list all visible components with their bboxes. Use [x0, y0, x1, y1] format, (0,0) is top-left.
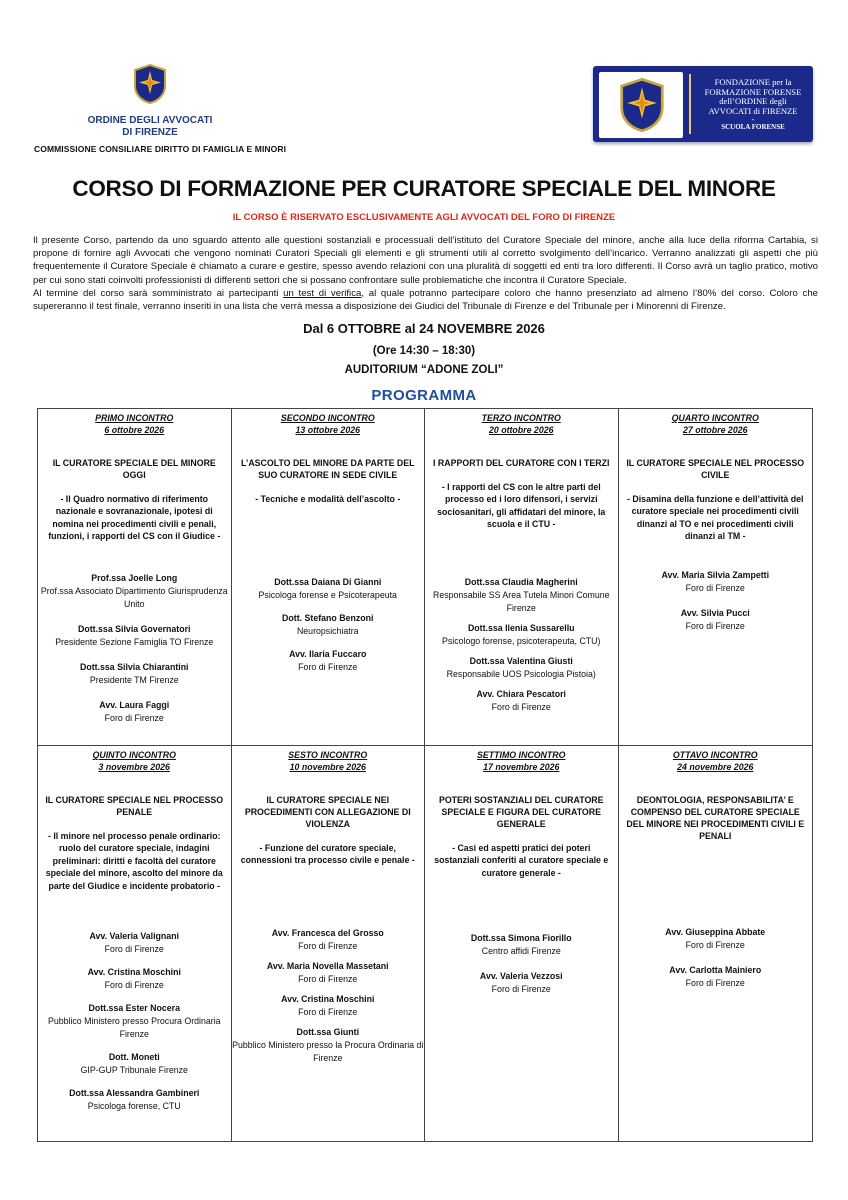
- speaker-role: Presidente Sezione Famiglia TO Firenze: [55, 637, 214, 647]
- speaker-name: Avv. Cristina Moschini: [87, 967, 181, 977]
- session-date: 24 novembre 2026: [677, 762, 754, 772]
- speaker: [232, 612, 425, 638]
- speaker: [232, 576, 425, 602]
- session-date: 17 novembre 2026: [483, 762, 560, 772]
- speaker-name: Avv. Silvia Pucci: [680, 608, 750, 618]
- page-title: CORSO DI FORMAZIONE PER CURATORE SPECIALE DEL MINORE: [72, 176, 776, 201]
- speaker: [38, 661, 231, 687]
- session-description: - I rapporti del CS con le altre parti del processo ed i loro difensori, i servizi sociosanitari, gli affidatari del minore, la scuola e il CTU -: [437, 482, 606, 530]
- fondazione-line: AVVOCATI di FIRENZE: [708, 105, 798, 116]
- speaker-role: Prof.ssa Associato Dipartimento Giurisprudenza Unito: [40, 586, 228, 609]
- session-description: - Disamina della funzione e dell’attività del curatore speciale nei procedimenti civili dinanzi al TO e nei procedimenti civili dinanzi al TM -: [627, 494, 804, 542]
- session-cell: [232, 409, 426, 746]
- session-ordinal: QUINTO INCONTRO: [92, 750, 176, 760]
- session-date: 10 novembre 2026: [289, 762, 366, 772]
- speaker-list: [619, 926, 813, 1002]
- speaker-name: Dott.ssa Valentina Giusti: [469, 656, 573, 666]
- speaker-name: Dott.ssa Claudia Magherini: [464, 577, 578, 587]
- org-name-line2: DI FIRENZE: [122, 127, 178, 138]
- session-title: I RAPPORTI DEL CURATORE CON I TERZI: [433, 458, 610, 468]
- speaker-name: Dott.ssa Simona Fiorillo: [470, 933, 572, 943]
- session-date: 13 ottobre 2026: [295, 425, 361, 435]
- speaker: [38, 699, 231, 725]
- speaker-name: Avv. Valeria Valignani: [89, 931, 179, 941]
- speaker-role: Responsabile SS Area Tutela Minori Comune Firenze: [432, 590, 610, 613]
- speaker-role: Foro di Firenze: [685, 978, 745, 988]
- intro-text: [33, 234, 818, 313]
- speaker-role: Responsabile UOS Psicologia Pistoia): [446, 669, 596, 679]
- speaker-name: Dott.ssa Daiana Di Gianni: [274, 577, 382, 587]
- session-ordinal: QUARTO INCONTRO: [671, 413, 759, 423]
- speaker-role: Neuropsichiatra: [296, 626, 359, 636]
- speaker: [38, 572, 231, 611]
- speaker-name: Dott.ssa Ilenia Sussarellu: [467, 623, 575, 633]
- speaker: [232, 960, 425, 986]
- speaker-name: Dott.ssa Silvia Chiarantini: [79, 662, 189, 672]
- speaker-name: Avv. Francesca del Grosso: [271, 928, 384, 938]
- page-header: [0, 0, 848, 160]
- speaker: [232, 1026, 425, 1065]
- session-date: 6 ottobre 2026: [104, 425, 165, 435]
- course-venue: AUDITORIUM “ADONE ZOLI”: [344, 364, 504, 376]
- speaker-role: Foro di Firenze: [298, 974, 358, 984]
- speaker-name: Avv. Laura Faggi: [99, 700, 170, 710]
- speaker: [38, 1002, 231, 1041]
- speaker-name: Avv. Maria Silvia Zampetti: [661, 570, 770, 580]
- session-title: IL CURATORE SPECIALE NEL PROCESSO CIVILE: [626, 458, 805, 480]
- speaker: [425, 622, 618, 648]
- fondazione-line: dell’ORDINE degli: [719, 96, 787, 106]
- program-table: [37, 408, 813, 1142]
- fondazione-logo: [593, 66, 813, 142]
- session-cell: [425, 409, 619, 746]
- session-description: - Tecniche e modalità dell’ascolto -: [255, 494, 401, 504]
- speaker-role: Foro di Firenze: [298, 1007, 358, 1017]
- speaker: [38, 623, 231, 649]
- ordine-avvocati-logo: [80, 64, 220, 139]
- session-date: 3 novembre 2026: [98, 762, 170, 772]
- speaker-list: [425, 932, 618, 1008]
- speaker: [619, 964, 813, 990]
- session-date: 27 ottobre 2026: [682, 425, 748, 435]
- speaker: [232, 993, 425, 1019]
- session-cell: [425, 746, 619, 1141]
- fondazione-line: FORMAZIONE FORENSE: [704, 86, 802, 97]
- speaker-role: Foro di Firenze: [104, 944, 164, 954]
- session-ordinal: OTTAVO INCONTRO: [672, 750, 758, 760]
- speaker-role: Foro di Firenze: [491, 984, 551, 994]
- speaker: [619, 569, 813, 595]
- speaker-name: Avv. Valeria Vezzosi: [479, 971, 563, 981]
- speaker-role: Foro di Firenze: [298, 941, 358, 951]
- speaker-name: Avv. Ilaria Fuccaro: [289, 649, 367, 659]
- intro-paragraph-2-end: , al quale potranno partecipare coloro che hanno presenziato ad almeno l’80% del corso. Coloro che supereranno il test finale, verranno inseriti in una lista che verrà messa a disposizione dei Giudici del Tribunale di Firenze e del Tribunale per i Minorenni di Firenze.: [33, 287, 818, 313]
- fondazione-text: [697, 78, 809, 132]
- speaker-role: Foro di Firenze: [104, 980, 164, 990]
- star-shield-icon: [133, 64, 167, 104]
- speaker-name: Avv. Maria Novella Massetani: [266, 961, 389, 971]
- speaker-list: [425, 576, 618, 721]
- speaker-name: Dott.ssa Ester Nocera: [88, 1003, 180, 1013]
- speaker-list: [38, 572, 231, 737]
- speaker: [38, 966, 231, 992]
- session-cell: [619, 409, 813, 746]
- speaker: [619, 607, 813, 633]
- session-description: - Il Quadro normativo di riferimento nazionale e sovranazionale, ipotesi di nomina nei procedimenti civili e penali, funzioni, i rapporti del CS con il Giudice -: [48, 494, 221, 542]
- star-shield-icon: [619, 76, 665, 134]
- session-ordinal: SESTO INCONTRO: [288, 750, 368, 760]
- org-name-line1: ORDINE DEGLI AVVOCATI: [87, 115, 213, 126]
- session-title: POTERI SOSTANZIALI DEL CURATORE SPECIALE E FIGURA DEL CURATORE GENERALE: [438, 795, 604, 829]
- session-title: IL CURATORE SPECIALE NEI PROCEDIMENTI CON ALLEGAZIONE DI VIOLENZA: [244, 795, 411, 829]
- speaker-name: Avv. Carlotta Mainiero: [669, 965, 762, 975]
- course-time: (Ore 14:30 – 18:30): [372, 345, 476, 357]
- session-ordinal: PRIMO INCONTRO: [95, 413, 174, 423]
- speaker-name: Dott.ssa Silvia Governatori: [78, 624, 191, 634]
- speaker: [232, 927, 425, 953]
- session-description: - Casi ed aspetti pratici dei poteri sostanziali conferiti al curatore speciale e curatore generale -: [434, 843, 609, 878]
- speaker-role: Pubblico Ministero presso la Procura Ordinaria di Firenze: [232, 1040, 424, 1063]
- session-cell: [38, 409, 232, 746]
- programma-heading: PROGRAMMA: [371, 387, 477, 404]
- fondazione-dot: -: [751, 115, 755, 124]
- speaker-role: Psicologa forense, CTU: [87, 1101, 181, 1111]
- course-dates: Dal 6 OTTOBRE al 24 NOVEMBRE 2026: [303, 321, 545, 336]
- intro-paragraph-1: Il presente Corso, partendo da uno sguardo attento alle questioni sostanziali e processuali dell’istituto del Curatore Speciale del minore, anche alla luce della riforma Cartabia, si propone di fornire agli Avvocati che vengono nominati Curatori Speciali gli elementi e gli strumenti utili al corretto svolgimento dell’incarico. Verranno analizzati gli aspetti che più frequentemente il Curatore Speciale è chiamato a curare e gestire, spesso avendo relazioni con una pluralità di soggetti ed enti tra loro differenti. Il Corso avrà un taglio pratico, motivo per cui sono stati coinvolti professionisti di differenti settori che si possano confrontare sulle problematiche che incontra il Curatore Speciale.: [33, 235, 818, 286]
- session-title: L’ASCOLTO DEL MINORE DA PARTE DEL SUO CURATORE IN SEDE CIVILE: [240, 458, 415, 480]
- gold-divider: [689, 74, 691, 134]
- speaker-role: Foro di Firenze: [104, 713, 164, 723]
- speaker: [38, 1087, 231, 1113]
- scuola-forense-label: SCUOLA FORENSE: [721, 123, 785, 131]
- speaker-name: Avv. Chiara Pescatori: [476, 689, 566, 699]
- speaker-role: GIP-GUP Tribunale Firenze: [80, 1065, 188, 1075]
- intro-paragraph-2-start: Al termine del corso sarà somministrato ai partecipanti: [33, 287, 284, 299]
- speaker-role: Centro affidi Firenze: [481, 946, 561, 956]
- speaker-role: Foro di Firenze: [685, 621, 745, 631]
- speaker: [232, 648, 425, 674]
- speaker-name: Avv. Cristina Moschini: [281, 994, 375, 1004]
- speaker: [425, 655, 618, 681]
- session-ordinal: TERZO INCONTRO: [481, 413, 561, 423]
- speaker-role: Foro di Firenze: [685, 940, 745, 950]
- speaker: [38, 930, 231, 956]
- speaker-role: Pubblico Ministero presso Procura Ordinaria Firenze: [47, 1016, 221, 1039]
- session-title: DEONTOLOGIA, RESPONSABILITA’ E COMPENSO DEL CURATORE SPECIALE DEL MINORE NEI PROCEDIMENTI CIVILI E PENALI: [626, 795, 805, 841]
- speaker: [425, 688, 618, 714]
- speaker-list: [232, 927, 425, 1072]
- speaker: [619, 926, 813, 952]
- speaker: [425, 576, 618, 615]
- speaker-role: Psicologo forense, psicoterapeuta, CTU): [442, 636, 601, 646]
- speaker-name: Dott. Stefano Benzoni: [282, 613, 374, 623]
- session-description: - Funzione del curatore speciale, connessioni tra processo civile e penale -: [240, 843, 415, 866]
- speaker-name: Avv. Giuseppina Abbate: [665, 927, 766, 937]
- speaker-list: [619, 569, 813, 645]
- speaker: [425, 932, 618, 958]
- session-cell: [38, 746, 232, 1141]
- fondazione-line: FONDAZIONE per la: [714, 77, 792, 87]
- session-title: IL CURATORE SPECIALE NEL PROCESSO PENALE: [45, 795, 224, 817]
- session-description: - Il minore nel processo penale ordinario: ruolo del curatore speciale, indagini preliminari: diritti e facoltà del curatore speciale del minore, ascolto del minore da parte del Giudice e incidente probatorio -: [45, 831, 223, 891]
- session-title: IL CURATORE SPECIALE DEL MINORE OGGI: [52, 458, 216, 480]
- page-subtitle: IL CORSO È RISERVATO ESCLUSIVAMENTE AGLI AVVOCATI DEL FORO DI FIRENZE: [232, 212, 616, 223]
- intro-underlined-test: un test di verifica: [283, 287, 362, 299]
- session-date: 20 ottobre 2026: [488, 425, 554, 435]
- session-ordinal: SETTIMO INCONTRO: [477, 750, 566, 760]
- speaker-list: [232, 576, 425, 684]
- speaker-name: Dott. Moneti: [108, 1052, 160, 1062]
- speaker-name: Dott.ssa Alessandra Gambineri: [69, 1088, 200, 1098]
- speaker-name: Prof.ssa Joelle Long: [91, 573, 178, 583]
- fondazione-badge-frame: [599, 72, 683, 138]
- speaker: [425, 970, 618, 996]
- speaker: [38, 1051, 231, 1077]
- speaker-role: Foro di Firenze: [491, 702, 551, 712]
- speaker-role: Psicologa forense e Psicoterapeuta: [258, 590, 397, 600]
- speaker-name: Dott.ssa Giunti: [296, 1027, 360, 1037]
- speaker-list: [38, 930, 231, 1123]
- commission-name: COMMISSIONE CONSILIARE DIRITTO DI FAMIGLIA E MINORI: [34, 144, 287, 154]
- speaker-role: Presidente TM Firenze: [89, 675, 179, 685]
- session-ordinal: SECONDO INCONTRO: [280, 413, 375, 423]
- speaker-role: Foro di Firenze: [685, 583, 745, 593]
- speaker-role: Foro di Firenze: [298, 662, 358, 672]
- session-cell: [232, 746, 426, 1141]
- session-cell: [619, 746, 813, 1141]
